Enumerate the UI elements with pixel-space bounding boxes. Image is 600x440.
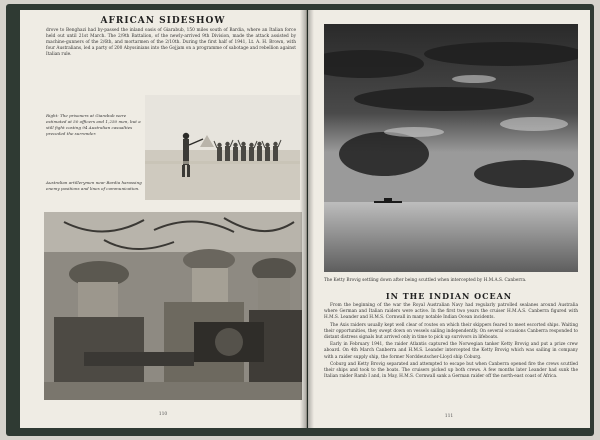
paragraph-3: Early in February 1941, the raider Atlantis captured the Norwegian tanker Ketty Brovig and put a prize crew aboard. On 4th March Canberra and H.M.S. Leander intercepted the Ketty Brovig which was sailing in company with a raider supply ship, the former Norddeutscher-Lloyd ship Coburg.: [324, 342, 578, 360]
prisoners-caption: Right: The prisoners at Giarabub were estimated at 50 officers and 1,250 men, but a still fight costing 94 Australian casualties preceded the surrender.: [46, 113, 141, 136]
prisoners-photo: [145, 95, 300, 200]
artillery-caption: Australian artillerymen near Bardia harassing enemy positions and lines of communication.: [46, 180, 142, 191]
page-number-left: 110: [158, 412, 168, 417]
section-heading: IN THE INDIAN OCEAN: [385, 291, 513, 301]
ocean-photo-caption: The Ketty Brovig settling down after being scuttled when intercepted by H.M.A.S. Canberra.: [324, 278, 527, 283]
ocean-photo: [324, 24, 578, 272]
page-number-right: 111: [444, 414, 454, 419]
left-page: [20, 10, 307, 428]
artillery-photo: [44, 212, 302, 400]
paragraph-1: From the beginning of the war the Royal Australian Navy had regularly patrolled sealanes around Australia where German and Italian raiders were active. In the first two years the cruiser H.M.A.S. Canberra figured with H.M.S. Leander and H.M.S. Cornwall in many notable Indian Ocean incidents.: [324, 303, 578, 321]
body-text: [324, 303, 578, 381]
page-title: AFRICAN SIDESHOW: [100, 16, 226, 26]
right-page: [308, 10, 590, 428]
intro-text: drove to Benghazi had by-passed the inland oasis of Giarabub, 150 miles south of Bardia, where an Italian force held out until 21st March. The 2/9th Battalion, of the newly-arrived 9th Division, made the attack assisted by machine-gunners of the 2/6th, and mortarmen of the 2/10th. During the first half of 1941, Lt. A. H. Brown, with four Australians, led a party of 200 Abyssinians into the Gojjam on a programme of sabotage and rebellion against Italian rule.: [46, 28, 296, 58]
paragraph-2: The Axis raiders usually kept well clear of routes on which their skippers feared to meet escorted ships. Waiting their opportunities, they swept down on vessels sailing independently. On several occasions Canberra responded to distant distress signals but arrived only in time to pick up survivors in lifeboats.: [324, 322, 578, 341]
paragraph-4: Coburg and Ketty Brovig separated and attempted to escape but when Canberra opened fire the crews scuttled their ships and took to the boats. The cruisers picked up both crews. A few months later Leander had sunk the Italian raider Ramb I and, in May, H.M.S. Cornwall sank a German raider off the north-east coast of Africa.: [324, 361, 578, 380]
book-gutter: [300, 10, 314, 428]
